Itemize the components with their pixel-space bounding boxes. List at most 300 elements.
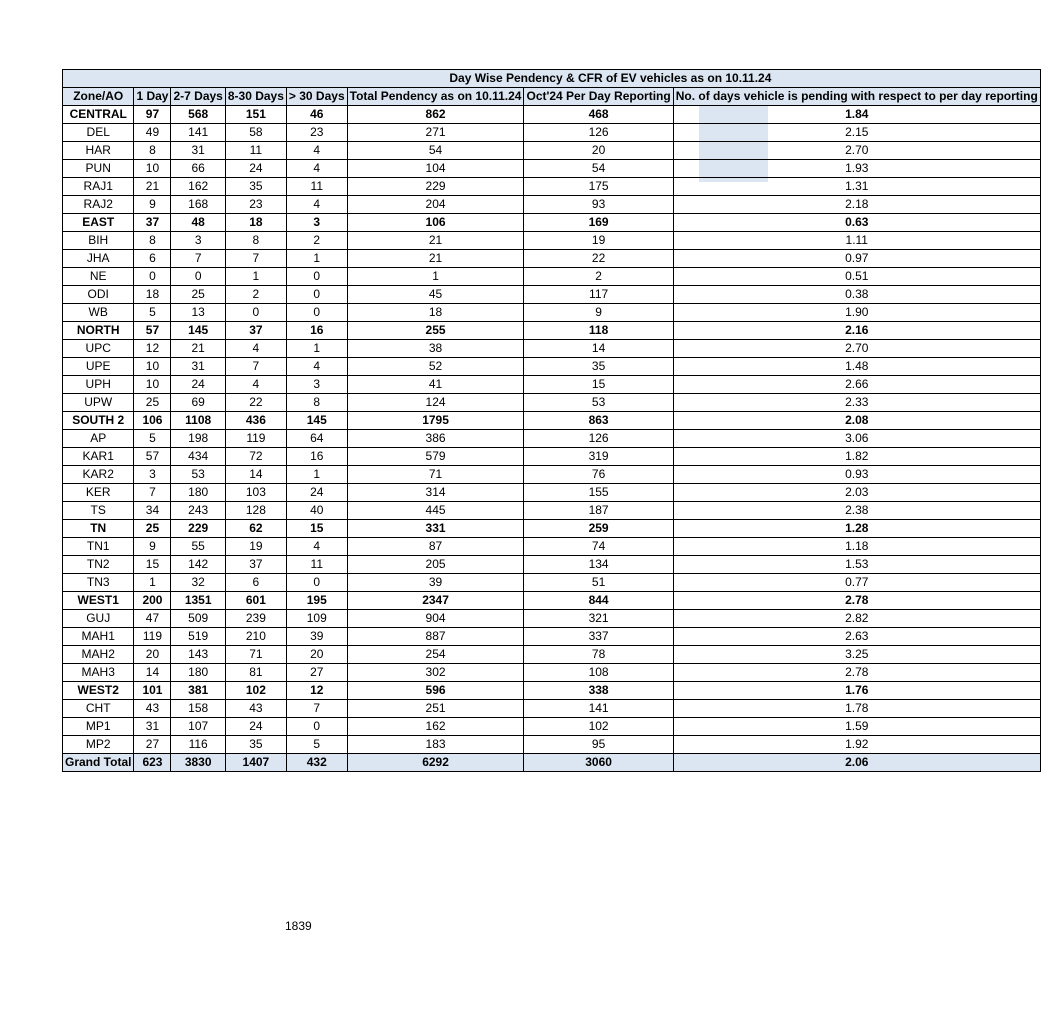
total-pendency-cell: 386 [347,430,524,448]
per-day-reporting-cell: 321 [524,610,673,628]
table-row [63,466,1041,484]
zone-cell: KAR1 [63,448,134,466]
two-seven-days-cell: 1108 [171,412,225,430]
eight-thirty-days-cell: 81 [225,664,286,682]
zone-total-row [63,322,1041,340]
table-row [63,502,1041,520]
per-day-reporting-cell: 175 [524,178,673,196]
eight-thirty-days-cell: 2 [225,286,286,304]
over-thirty-days-cell: 24 [286,484,347,502]
eight-thirty-days-cell: 35 [225,178,286,196]
over-thirty-days-cell: 39 [286,628,347,646]
over-thirty-days-cell: 109 [286,610,347,628]
table-row [63,196,1041,214]
grand-total-row [63,754,1041,772]
one-day-cell: 10 [134,160,171,178]
per-day-reporting-cell: 117 [524,286,673,304]
total-pendency-cell: 45 [347,286,524,304]
column-header-8-30-days: 8-30 Days [225,88,286,106]
zone-cell: NE [63,268,134,286]
zone-cell: MP1 [63,718,134,736]
days-pending-cell: 2.18 [673,196,1040,214]
two-seven-days-cell: 31 [171,358,225,376]
days-pending-cell: 1.28 [673,520,1040,538]
table-row [63,340,1041,358]
days-pending-cell: 0.77 [673,574,1040,592]
zone-total-row [63,520,1041,538]
zone-cell: WB [63,304,134,322]
over-thirty-days-cell: 1 [286,250,347,268]
grand-total-one-day-cell: 623 [134,754,171,772]
over-thirty-days-cell: 7 [286,700,347,718]
eight-thirty-days-cell: 151 [225,106,286,124]
table-row [63,718,1041,736]
per-day-reporting-cell: 169 [524,214,673,232]
eight-thirty-days-cell: 0 [225,304,286,322]
zone-total-row [63,412,1041,430]
one-day-cell: 3 [134,466,171,484]
total-pendency-cell: 71 [347,466,524,484]
one-day-cell: 5 [134,430,171,448]
table-row [63,556,1041,574]
per-day-reporting-cell: 93 [524,196,673,214]
days-pending-cell: 0.63 [673,214,1040,232]
two-seven-days-cell: 21 [171,340,225,358]
zone-cell: CENTRAL [63,106,134,124]
per-day-reporting-cell: 51 [524,574,673,592]
eight-thirty-days-cell: 102 [225,682,286,700]
zone-cell: RAJ1 [63,178,134,196]
per-day-reporting-cell: 102 [524,718,673,736]
per-day-reporting-cell: 19 [524,232,673,250]
total-pendency-cell: 1 [347,268,524,286]
zone-cell: WEST2 [63,682,134,700]
one-day-cell: 101 [134,682,171,700]
two-seven-days-cell: 381 [171,682,225,700]
eight-thirty-days-cell: 8 [225,232,286,250]
days-pending-cell: 1.84 [673,106,1040,124]
two-seven-days-cell: 180 [171,664,225,682]
eight-thirty-days-cell: 4 [225,376,286,394]
eight-thirty-days-cell: 23 [225,196,286,214]
eight-thirty-days-cell: 58 [225,124,286,142]
zone-cell: UPC [63,340,134,358]
total-pendency-cell: 579 [347,448,524,466]
per-day-reporting-cell: 134 [524,556,673,574]
title-row [63,70,1041,88]
eight-thirty-days-cell: 24 [225,718,286,736]
over-thirty-days-cell: 1 [286,466,347,484]
one-day-cell: 57 [134,322,171,340]
days-pending-cell: 2.78 [673,592,1040,610]
over-thirty-days-cell: 2 [286,232,347,250]
two-seven-days-cell: 568 [171,106,225,124]
grand-total-days-pending-cell: 2.06 [673,754,1040,772]
eight-thirty-days-cell: 14 [225,466,286,484]
over-thirty-days-cell: 5 [286,736,347,754]
per-day-reporting-cell: 319 [524,448,673,466]
total-pendency-cell: 904 [347,610,524,628]
days-pending-cell: 2.78 [673,664,1040,682]
eight-thirty-days-cell: 19 [225,538,286,556]
total-pendency-cell: 104 [347,160,524,178]
eight-thirty-days-cell: 72 [225,448,286,466]
one-day-cell: 18 [134,286,171,304]
per-day-reporting-cell: 337 [524,628,673,646]
grand-total-per-day-reporting-cell: 3060 [524,754,673,772]
per-day-reporting-cell: 155 [524,484,673,502]
one-day-cell: 47 [134,610,171,628]
one-day-cell: 49 [134,124,171,142]
eight-thirty-days-cell: 71 [225,646,286,664]
table-row [63,484,1041,502]
over-thirty-days-cell: 16 [286,448,347,466]
days-pending-cell: 2.38 [673,502,1040,520]
per-day-reporting-cell: 126 [524,430,673,448]
over-thirty-days-cell: 46 [286,106,347,124]
zone-cell: TN [63,520,134,538]
two-seven-days-cell: 55 [171,538,225,556]
zone-cell: KAR2 [63,466,134,484]
per-day-reporting-cell: 53 [524,394,673,412]
total-pendency-cell: 862 [347,106,524,124]
zone-cell: UPH [63,376,134,394]
column-header-days-pending: No. of days vehicle is pending with respect to per day reporting [673,88,1040,106]
per-day-reporting-cell: 22 [524,250,673,268]
table-row [63,538,1041,556]
grand-total-over-thirty-days-cell: 432 [286,754,347,772]
zone-cell: CHT [63,700,134,718]
days-pending-cell: 2.70 [673,142,1040,160]
total-pendency-cell: 124 [347,394,524,412]
total-pendency-cell: 162 [347,718,524,736]
days-pending-cell: 2.08 [673,412,1040,430]
two-seven-days-cell: 243 [171,502,225,520]
table-row [63,610,1041,628]
over-thirty-days-cell: 0 [286,718,347,736]
over-thirty-days-cell: 15 [286,520,347,538]
two-seven-days-cell: 7 [171,250,225,268]
two-seven-days-cell: 519 [171,628,225,646]
zone-cell: GUJ [63,610,134,628]
grand-total-total-pendency-cell: 6292 [347,754,524,772]
days-pending-cell: 1.59 [673,718,1040,736]
zone-cell: MP2 [63,736,134,754]
two-seven-days-cell: 162 [171,178,225,196]
per-day-reporting-cell: 15 [524,376,673,394]
one-day-cell: 7 [134,484,171,502]
over-thirty-days-cell: 1 [286,340,347,358]
column-header-per-day-reporting: Oct'24 Per Day Reporting [524,88,673,106]
eight-thirty-days-cell: 37 [225,322,286,340]
total-pendency-cell: 204 [347,196,524,214]
zone-total-row [63,214,1041,232]
total-pendency-cell: 887 [347,628,524,646]
eight-thirty-days-cell: 24 [225,160,286,178]
total-pendency-cell: 21 [347,250,524,268]
table-row [63,646,1041,664]
two-seven-days-cell: 25 [171,286,225,304]
over-thirty-days-cell: 4 [286,160,347,178]
total-pendency-cell: 21 [347,232,524,250]
total-pendency-cell: 302 [347,664,524,682]
column-header-total-pendency: Total Pendency as on 10.11.24 [347,88,524,106]
days-pending-cell: 1.31 [673,178,1040,196]
two-seven-days-cell: 24 [171,376,225,394]
total-pendency-cell: 41 [347,376,524,394]
table-row [63,304,1041,322]
over-thirty-days-cell: 0 [286,304,347,322]
zone-cell: ODI [63,286,134,304]
table-row [63,160,1041,178]
over-thirty-days-cell: 145 [286,412,347,430]
eight-thirty-days-cell: 4 [225,340,286,358]
eight-thirty-days-cell: 62 [225,520,286,538]
over-thirty-days-cell: 27 [286,664,347,682]
days-pending-cell: 1.93 [673,160,1040,178]
two-seven-days-cell: 509 [171,610,225,628]
eight-thirty-days-cell: 239 [225,610,286,628]
per-day-reporting-cell: 468 [524,106,673,124]
column-header-over-30-days: > 30 Days [286,88,347,106]
eight-thirty-days-cell: 11 [225,142,286,160]
two-seven-days-cell: 145 [171,322,225,340]
zone-cell: EAST [63,214,134,232]
days-pending-cell: 3.25 [673,646,1040,664]
zone-cell: TN2 [63,556,134,574]
one-day-cell: 9 [134,196,171,214]
days-pending-cell: 1.11 [673,232,1040,250]
zone-cell: NORTH [63,322,134,340]
eight-thirty-days-cell: 43 [225,700,286,718]
table-row [63,232,1041,250]
zone-cell: KER [63,484,134,502]
two-seven-days-cell: 198 [171,430,225,448]
days-pending-cell: 2.03 [673,484,1040,502]
one-day-cell: 20 [134,646,171,664]
table-row [63,700,1041,718]
zone-cell: TS [63,502,134,520]
table-row [63,358,1041,376]
two-seven-days-cell: 168 [171,196,225,214]
one-day-cell: 9 [134,538,171,556]
per-day-reporting-cell: 78 [524,646,673,664]
over-thirty-days-cell: 4 [286,358,347,376]
zone-cell: SOUTH 2 [63,412,134,430]
two-seven-days-cell: 3 [171,232,225,250]
per-day-reporting-cell: 2 [524,268,673,286]
one-day-cell: 34 [134,502,171,520]
per-day-reporting-cell: 863 [524,412,673,430]
eight-thirty-days-cell: 6 [225,574,286,592]
table-row [63,430,1041,448]
two-seven-days-cell: 180 [171,484,225,502]
total-pendency-cell: 39 [347,574,524,592]
per-day-reporting-cell: 95 [524,736,673,754]
days-pending-cell: 1.90 [673,304,1040,322]
over-thirty-days-cell: 16 [286,322,347,340]
per-day-reporting-cell: 338 [524,682,673,700]
two-seven-days-cell: 69 [171,394,225,412]
days-pending-cell: 2.66 [673,376,1040,394]
two-seven-days-cell: 229 [171,520,225,538]
total-pendency-cell: 445 [347,502,524,520]
per-day-reporting-cell: 259 [524,520,673,538]
days-pending-cell: 1.78 [673,700,1040,718]
zone-cell: MAH1 [63,628,134,646]
one-day-cell: 43 [134,700,171,718]
over-thirty-days-cell: 4 [286,196,347,214]
over-thirty-days-cell: 11 [286,556,347,574]
one-day-cell: 200 [134,592,171,610]
eight-thirty-days-cell: 35 [225,736,286,754]
table-row [63,142,1041,160]
one-day-cell: 97 [134,106,171,124]
over-thirty-days-cell: 8 [286,394,347,412]
one-day-cell: 106 [134,412,171,430]
zone-cell: DEL [63,124,134,142]
one-day-cell: 25 [134,520,171,538]
days-pending-cell: 3.06 [673,430,1040,448]
total-pendency-cell: 205 [347,556,524,574]
over-thirty-days-cell: 3 [286,376,347,394]
days-pending-cell: 1.53 [673,556,1040,574]
days-pending-cell: 1.82 [673,448,1040,466]
table-row [63,178,1041,196]
total-pendency-cell: 183 [347,736,524,754]
total-pendency-cell: 52 [347,358,524,376]
days-pending-cell: 1.48 [673,358,1040,376]
two-seven-days-cell: 107 [171,718,225,736]
table-row [63,736,1041,754]
two-seven-days-cell: 48 [171,214,225,232]
days-pending-cell: 0.38 [673,286,1040,304]
total-pendency-cell: 229 [347,178,524,196]
table-row [63,124,1041,142]
days-pending-cell: 0.97 [673,250,1040,268]
zone-cell: TN3 [63,574,134,592]
over-thirty-days-cell: 20 [286,646,347,664]
per-day-reporting-cell: 108 [524,664,673,682]
eight-thirty-days-cell: 128 [225,502,286,520]
one-day-cell: 57 [134,448,171,466]
two-seven-days-cell: 141 [171,124,225,142]
one-day-cell: 6 [134,250,171,268]
total-pendency-cell: 18 [347,304,524,322]
eight-thirty-days-cell: 37 [225,556,286,574]
two-seven-days-cell: 66 [171,160,225,178]
two-seven-days-cell: 158 [171,700,225,718]
per-day-reporting-cell: 14 [524,340,673,358]
per-day-reporting-cell: 126 [524,124,673,142]
days-pending-cell: 2.70 [673,340,1040,358]
per-day-reporting-cell: 9 [524,304,673,322]
eight-thirty-days-cell: 7 [225,250,286,268]
one-day-cell: 15 [134,556,171,574]
over-thirty-days-cell: 12 [286,682,347,700]
one-day-cell: 27 [134,736,171,754]
total-pendency-cell: 331 [347,520,524,538]
one-day-cell: 14 [134,664,171,682]
zone-cell: TN1 [63,538,134,556]
eight-thirty-days-cell: 22 [225,394,286,412]
over-thirty-days-cell: 4 [286,538,347,556]
two-seven-days-cell: 31 [171,142,225,160]
over-thirty-days-cell: 23 [286,124,347,142]
one-day-cell: 5 [134,304,171,322]
two-seven-days-cell: 142 [171,556,225,574]
per-day-reporting-cell: 20 [524,142,673,160]
table-row [63,286,1041,304]
per-day-reporting-cell: 844 [524,592,673,610]
two-seven-days-cell: 143 [171,646,225,664]
zone-cell: BIH [63,232,134,250]
table-row [63,574,1041,592]
table-row [63,664,1041,682]
table-row [63,250,1041,268]
two-seven-days-cell: 434 [171,448,225,466]
two-seven-days-cell: 0 [171,268,225,286]
one-day-cell: 31 [134,718,171,736]
eight-thirty-days-cell: 7 [225,358,286,376]
total-pendency-cell: 38 [347,340,524,358]
zone-cell: AP [63,430,134,448]
total-pendency-cell: 54 [347,142,524,160]
eight-thirty-days-cell: 601 [225,592,286,610]
one-day-cell: 10 [134,358,171,376]
per-day-reporting-cell: 35 [524,358,673,376]
eight-thirty-days-cell: 210 [225,628,286,646]
days-pending-cell: 0.51 [673,268,1040,286]
one-day-cell: 119 [134,628,171,646]
grand-total-zone-cell: Grand Total [63,754,134,772]
table-row [63,628,1041,646]
table-row [63,376,1041,394]
two-seven-days-cell: 53 [171,466,225,484]
zone-cell: JHA [63,250,134,268]
column-header-2-7-days: 2-7 Days [171,88,225,106]
days-pending-cell: 1.18 [673,538,1040,556]
per-day-reporting-cell: 141 [524,700,673,718]
two-seven-days-cell: 116 [171,736,225,754]
one-day-cell: 8 [134,232,171,250]
total-pendency-cell: 255 [347,322,524,340]
total-pendency-cell: 87 [347,538,524,556]
total-pendency-cell: 314 [347,484,524,502]
total-pendency-cell: 251 [347,700,524,718]
column-header-row [63,88,1041,106]
one-day-cell: 1 [134,574,171,592]
days-pending-cell: 2.16 [673,322,1040,340]
table-title: Day Wise Pendency & CFR of EV vehicles as on 10.11.24 [63,70,1041,88]
eight-thirty-days-cell: 18 [225,214,286,232]
zone-cell: WEST1 [63,592,134,610]
two-seven-days-cell: 32 [171,574,225,592]
days-pending-cell: 2.82 [673,610,1040,628]
days-pending-cell: 2.63 [673,628,1040,646]
two-seven-days-cell: 13 [171,304,225,322]
days-pending-cell: 2.33 [673,394,1040,412]
over-thirty-days-cell: 0 [286,268,347,286]
pendency-table [62,69,1041,772]
one-day-cell: 37 [134,214,171,232]
over-thirty-days-cell: 11 [286,178,347,196]
one-day-cell: 0 [134,268,171,286]
zone-total-row [63,682,1041,700]
zone-cell: RAJ2 [63,196,134,214]
zone-cell: HAR [63,142,134,160]
days-pending-cell: 1.76 [673,682,1040,700]
